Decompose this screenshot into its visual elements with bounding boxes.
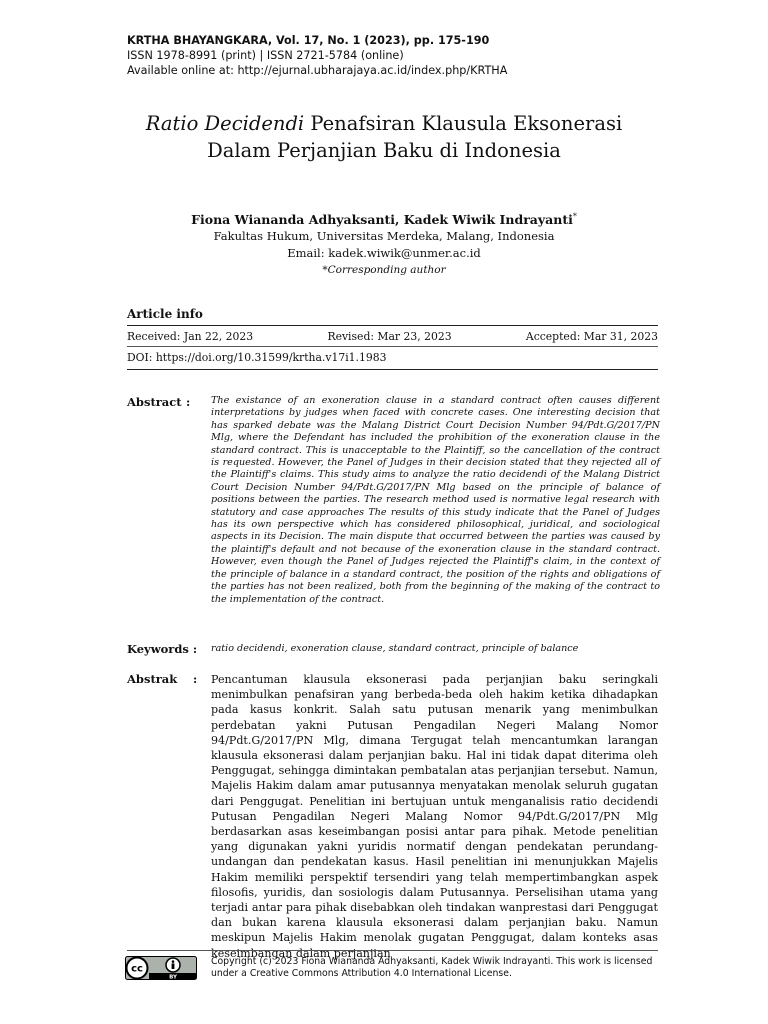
- journal-issn: ISSN 1978-8991 (print) | ISSN 2721-5784 (online): [127, 49, 404, 62]
- footer-rule: [127, 950, 658, 951]
- info-rule-bottom: [127, 369, 658, 370]
- copyright-notice: Copyright (c) 2023 Fiona Wiananda Adhyaksanti, Kadek Wiwik Indrayanti. This work is licensed under a Creative Commons Attribution 4.0 International License.: [211, 956, 653, 979]
- article-doi[interactable]: DOI: https://doi.org/10.31599/krtha.v17i1.1983: [127, 351, 387, 364]
- affiliation: Fakultas Hukum, Universitas Merdeka, Malang, Indonesia: [213, 229, 555, 244]
- title-line1: Penafsiran Klausula Eksonerasi: [304, 112, 623, 135]
- abstract-colon: :: [186, 395, 191, 409]
- journal-url: Available online at: http://ejurnal.ubharajaya.ac.id/index.php/KRTHA: [127, 64, 508, 77]
- info-rule-top: [127, 325, 658, 326]
- article-title: [60, 110, 708, 164]
- abstrak-text: Pencantuman klausula eksonerasi pada perjanjian baku seringkali menimbulkan penafsiran yang berbeda-beda oleh hakim ketika dihadapkan pada kasus konkrit. Salah satu putusan menarik yang menimbulkan perdebatan yakni Putusan Pengadilan Negeri Malang Nomor 94/Pdt.G/2017/PN Mlg, dimana Tergugat telah mencantumkan larangan klausula eksonerasi dalam perjanjian baku. Hal ini tidak dapat diterima oleh Penggugat, sehingga dimintakan pembatalan atas perjanjian tersebut. Namun, Majelis Hakim dalam amar putusannya menyatakan menolak seluruh gugatan dari Penggugat. Penelitian ini bertujuan untuk menganalisis ratio decidendi Putusan Pengadilan Negeri Malang Nomor 94/Pdt.G/2017/PN Mlg berdasarkan asas keseimbangan posisi antar para pihak. Metode penelitian yang digunakan yakni yuridis normatif dengan pendekatan perundang-undangan dan pendekatan kasus. Hasil penelitian ini menunjukkan Majelis Hakim memiliki perspektif tersendiri yang telah mempertimbangkan aspek filosofis, yuridis, dan sosiologis dalam Putusannya. Perselisihan utama yang terjadi antar para pihak disebabkan oleh tindakan wanprestasi dari Penggugat dan bukan karena klausula eksonerasi dalam perjanjian baku. Namun meskipun Majelis Hakim menolak gugatan Penggugat, dalam konteks asas keseimbangan dalam perjanjian: [211, 673, 658, 960]
- title-line2: Dalam Perjanjian Baku di Indonesia: [207, 139, 561, 162]
- abstrak-label: Abstrak: [127, 672, 178, 686]
- info-rule-middle: [127, 346, 658, 347]
- author-block: [60, 208, 708, 279]
- revised-date: Revised: Mar 23, 2023: [327, 330, 452, 343]
- abstract-text: The existance of an exoneration clause in a standard contract often causes different interpretations by judges when faced with concrete cases. One interesting decision that has sparked debate was the Malang District Court Decision Number 94/Pdt.G/2017/PN Mlg, where the Defendant has included the prohibition of the exoneration clause in the standard contract. This is unacceptable to the Plaintiff, so the cancellation of the contract is requested. However, the Panel of Judges in their decision stated that they rejected all of the Plaintiff's claims. This study aims to analyze the ratio decidendi of the Malang District Court Decision Number 94/Pdt.G/2017/PN Mlg based on the principle of balance of positions between the parties. The research method used is normative legal research with statutory and case approaches The results of this study indicate that the Panel of Judges has its own perspective which has considered philosophical, juridical, and sociological aspects in its Decision. The main dispute that occurred between the parties was caused by the plaintiff's default and not because of the exoneration clause in the standard contract. However, even though the Panel of Judges rejected the Plaintiff's claim, in the context of the principle of balance in a standard contract, the position of the rights and obligations of the parties has not been realized, both from the beginning of the making of the contract to the implementation of the contract.: [211, 395, 660, 605]
- keywords-label: Keywords :: [127, 642, 198, 656]
- article-info-heading: Article info: [127, 307, 203, 321]
- author-names: Fiona Wiananda Adhyaksanti, Kadek Wiwik Indrayanti: [191, 212, 573, 228]
- title-italic: Ratio Decidendi: [145, 112, 305, 135]
- author-email[interactable]: Email: kadek.wiwik@unmer.ac.id: [287, 246, 481, 261]
- abstrak-colon: :: [193, 672, 198, 686]
- cc-badge-text: cc: [131, 963, 143, 975]
- journal-header: [127, 33, 507, 78]
- journal-citation: KRTHA BHAYANGKARA, Vol. 17, No. 1 (2023), pp. 175-190: [127, 34, 490, 47]
- article-dates: [127, 330, 658, 343]
- keywords-text: ratio decidendi, exoneration clause, standard contract, principle of balance: [211, 643, 579, 654]
- corresponding-mark: *: [572, 212, 577, 221]
- creative-commons-by-icon[interactable]: [125, 956, 197, 980]
- accepted-date: Accepted: Mar 31, 2023: [525, 330, 658, 343]
- received-date: Received: Jan 22, 2023: [127, 330, 254, 343]
- abstract-label: Abstract: [127, 395, 182, 409]
- corresponding-note: *Corresponding author: [322, 264, 446, 277]
- by-text: BY: [169, 974, 177, 980]
